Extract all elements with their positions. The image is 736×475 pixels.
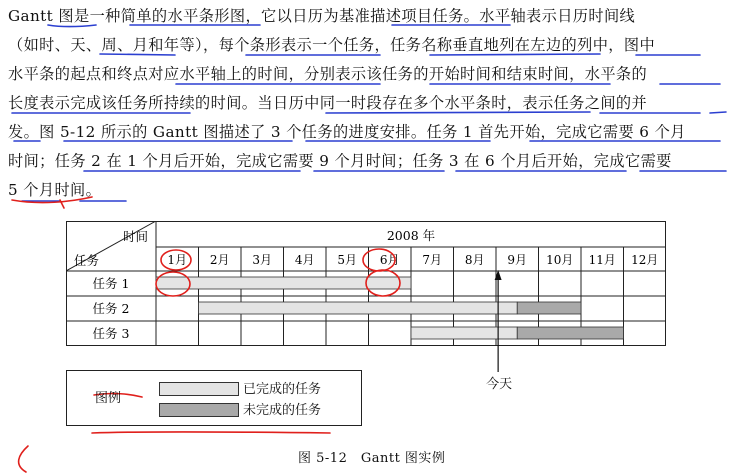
legend-title: 图例 xyxy=(95,391,122,406)
legend-incomplete-swatch xyxy=(159,403,239,417)
month-label: 12月 xyxy=(631,253,659,267)
gantt-chart xyxy=(66,221,666,346)
paragraph-line: 时间；任务 2 在 1 个月后开始，完成它需要 9 个月时间；任务 3 在 6 个月后开始，完成它需要 xyxy=(8,152,672,170)
header-task: 任务 xyxy=(74,253,100,268)
legend-box xyxy=(66,370,362,426)
body-paragraph xyxy=(8,2,730,205)
month-label: 7月 xyxy=(422,253,443,267)
task-label: 任务 1 xyxy=(92,276,130,291)
month-label: 3月 xyxy=(252,253,273,267)
month-label: 1月 xyxy=(167,253,188,267)
task-bar-completed xyxy=(411,327,517,339)
task-label: 任务 2 xyxy=(92,301,130,316)
paragraph-line: 发。图 5-12 所示的 Gantt 图描述了 3 个任务的进度安排。任务 1 首先开始，完成它需要 6 个月 xyxy=(8,123,686,141)
task-bar-incomplete xyxy=(517,327,623,339)
task-bar-incomplete xyxy=(517,302,581,314)
gantt-table xyxy=(66,221,666,346)
legend-incomplete-label: 未完成的任务 xyxy=(243,403,322,418)
header-year: 2008 年 xyxy=(386,228,436,243)
month-label: 4月 xyxy=(294,253,315,267)
month-label: 8月 xyxy=(464,253,485,267)
month-label: 11月 xyxy=(588,253,616,267)
month-label: 5月 xyxy=(337,253,358,267)
task-bar-completed xyxy=(199,302,518,314)
task-rows xyxy=(93,276,130,341)
paragraph-line: Gantt 图是一种简单的水平条形图，它以日历为基准描述项目任务。水平轴表示日历时间线 xyxy=(8,7,636,25)
task-bars xyxy=(156,277,624,339)
month-label: 2月 xyxy=(209,253,230,267)
legend-completed-label: 已完成的任务 xyxy=(243,382,322,397)
month-label: 6月 xyxy=(379,253,400,267)
figure-caption: 图 5-12 Gantt 图实例 xyxy=(298,451,446,466)
task-label: 任务 3 xyxy=(92,326,130,341)
month-label: 10月 xyxy=(546,253,574,267)
today-label: 今天 xyxy=(486,377,513,392)
month-label: 9月 xyxy=(507,253,528,267)
paragraph-line: 长度表示完成该任务所持续的时间。当日历中同一时段存在多个水平条时，表示任务之间的并 xyxy=(8,94,648,112)
header-time: 时间 xyxy=(122,229,148,244)
paragraph-line: 5 个月时间。 xyxy=(8,181,102,199)
paragraph-line: 水平条的起点和终点对应水平轴上的时间，分别表示该任务的开始时间和结束时间，水平条的 xyxy=(8,65,648,83)
task-bar-completed xyxy=(156,277,411,289)
paragraph-line: （如时、天、周、月和年等），每个条形表示一个任务，任务名称垂直地列在左边的列中，图中 xyxy=(8,36,656,54)
legend-completed-swatch xyxy=(159,382,239,396)
